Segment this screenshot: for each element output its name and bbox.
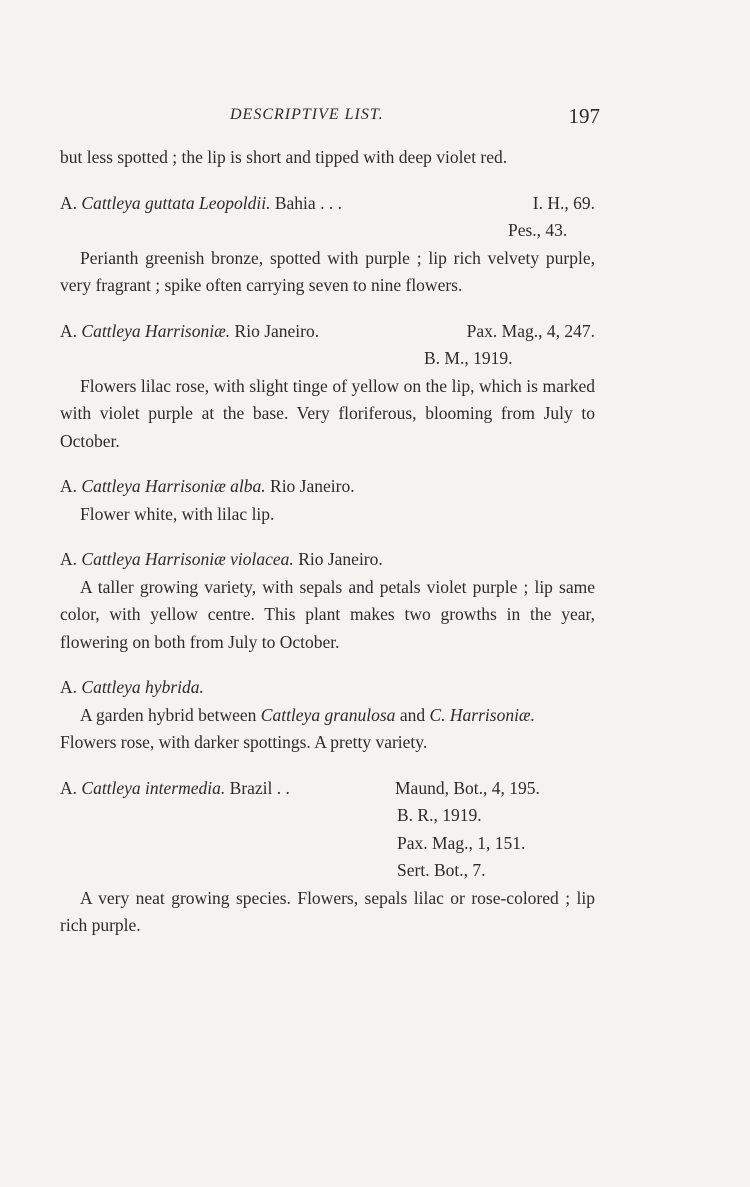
locality: Rio Janeiro.	[270, 476, 355, 496]
reference: Pes., 43.	[508, 220, 568, 240]
reference: B. M., 1919.	[424, 348, 513, 368]
paragraph-continuation: but less spotted ; the lip is short and tipped with deep violet red.	[60, 147, 508, 167]
entry-prefix: A.	[60, 192, 78, 213]
locality: Rio Janeiro.	[298, 549, 383, 569]
species-name: Cattleya Harrisoniæ alba.	[81, 476, 266, 496]
species-name: Cattleya granulosa	[260, 704, 396, 725]
entry-cattleya-harrisoniae-alba	[60, 473, 595, 501]
entry-prefix: A.	[60, 677, 78, 697]
entry-cattleya-harrisoniae-violacea	[60, 546, 595, 574]
description	[60, 702, 595, 730]
entry-cattleya-intermedia	[60, 775, 595, 885]
species-name: Cattleya hybrida.	[81, 677, 204, 697]
reference: B. R., 1919.	[397, 805, 482, 825]
species-name: C. Harrisoniæ.	[429, 704, 535, 725]
description: Perianth greenish bronze, spotted with purple ; lip rich velvety purple, very fragrant ; spike often carrying seven to nine flowers.	[60, 247, 595, 295]
description: Flower white, with lilac lip.	[80, 503, 275, 524]
reference: Pax. Mag., 1, 151.	[397, 832, 526, 853]
entry-cattleya-guttata-leopoldii	[60, 190, 595, 245]
page-header	[60, 104, 600, 134]
entry-cattleya-harrisoniae	[60, 318, 595, 373]
page-body	[60, 144, 595, 940]
description: A taller growing variety, with sepals and petals violet purple ; lip same color, with yellow centre. This plant makes two growths in the year, flowering on both from July to October.	[60, 576, 595, 652]
locality: Rio Janeiro.	[234, 320, 320, 341]
description: Flowers rose, with darker spottings. A pretty variety.	[60, 732, 428, 752]
reference: I. H., 69.	[532, 192, 595, 213]
entry-cattleya-hybrida	[60, 674, 595, 702]
locality: Bahia	[274, 192, 316, 213]
reference: Maund, Bot., 4, 195.	[395, 777, 540, 798]
species-name: Cattleya intermedia.	[81, 777, 226, 798]
page-number: 197	[568, 104, 600, 128]
species-name: Cattleya guttata Leopoldii.	[81, 192, 271, 213]
description: A very neat growing species. Flowers, sepals lilac or rose-colored ; lip rich purple.	[60, 887, 595, 935]
description-text: A garden hybrid between	[80, 704, 257, 725]
locality: Brazil	[229, 777, 273, 798]
entry-prefix: A.	[60, 777, 78, 798]
entry-prefix: A.	[60, 476, 78, 496]
leader-dots: . .	[276, 777, 290, 798]
entry-prefix: A.	[60, 549, 78, 569]
running-head: DESCRIPTIVE LIST.	[230, 106, 384, 123]
entry-prefix: A.	[60, 320, 78, 341]
species-name: Cattleya Harrisoniæ violacea.	[81, 549, 294, 569]
reference: Sert. Bot., 7.	[397, 860, 486, 880]
description: Flowers lilac rose, with slight tinge of yellow on the lip, which is marked with violet purple at the base. Very floriferous, blooming from July to October.	[60, 375, 595, 451]
description-text: and	[399, 704, 426, 725]
leader-dots: . . .	[320, 192, 342, 213]
species-name: Cattleya Harrisoniæ.	[81, 320, 231, 341]
reference: Pax. Mag., 4, 247.	[466, 320, 595, 341]
